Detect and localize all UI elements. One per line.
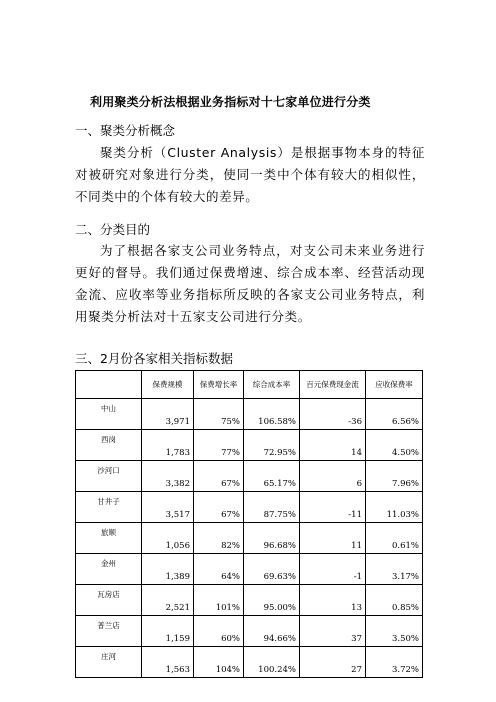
table-row	[76, 461, 423, 492]
header-receivable-ratio: 应收保费率	[366, 371, 423, 399]
cell-branch-name: 普兰店	[76, 616, 142, 647]
cell-receivable-ratio: 3.72%	[366, 647, 423, 678]
cell-branch-name: 瓦房店	[76, 585, 142, 616]
cell-receivable-ratio: 6.56%	[366, 399, 423, 430]
cell-receivable-ratio: 7.96%	[366, 461, 423, 492]
cell-cashflow-per-100: 27	[300, 647, 366, 678]
cell-branch-name: 西岗	[76, 430, 142, 461]
cell-receivable-ratio: 0.85%	[366, 585, 423, 616]
cell-premium-scale: 3,517	[142, 492, 194, 523]
table-body	[76, 399, 423, 678]
section-3-heading: 三、2月份各家相关指标数据	[75, 351, 233, 366]
cell-premium-scale: 3,382	[142, 461, 194, 492]
cell-branch-name: 沙河口	[76, 461, 142, 492]
cell-branch-name: 中山	[76, 399, 142, 430]
cell-branch-name: 旅顺	[76, 523, 142, 554]
cell-combined-cost-ratio: 96.68%	[244, 523, 300, 554]
table-row	[76, 430, 423, 461]
cell-cashflow-per-100: -36	[300, 399, 366, 430]
cell-receivable-ratio: 0.61%	[366, 523, 423, 554]
cell-branch-name: 甘井子	[76, 492, 142, 523]
table-header-row	[76, 371, 423, 399]
metrics-table	[75, 370, 423, 678]
section-2-paragraph: 为了根据各家支公司业务特点，对支公司未来业务进行更好的督导。我们通过保费增速、综合成本率、经营活动现金流、应收率等业务指标所反映的各家支公司业务特点，利用聚类分析法对十五家支公司进行分类。	[75, 243, 425, 324]
cell-premium-growth: 82%	[194, 523, 244, 554]
table-row	[76, 399, 423, 430]
cell-cashflow-per-100: 11	[300, 523, 366, 554]
cell-premium-growth: 67%	[194, 461, 244, 492]
cell-premium-growth: 67%	[194, 492, 244, 523]
table-row	[76, 616, 423, 647]
section-2-heading: 二、分类目的	[75, 222, 151, 237]
cell-combined-cost-ratio: 106.58%	[244, 399, 300, 430]
cell-premium-growth: 104%	[194, 647, 244, 678]
document-title: 利用聚类分析法根据业务指标对十七家单位进行分类	[90, 95, 371, 109]
cell-cashflow-per-100: -11	[300, 492, 366, 523]
header-premium-scale: 保费规模	[142, 371, 194, 399]
table-row	[76, 585, 423, 616]
cell-combined-cost-ratio: 72.95%	[244, 430, 300, 461]
cell-receivable-ratio: 3.50%	[366, 616, 423, 647]
cell-premium-scale: 1,056	[142, 523, 194, 554]
cell-receivable-ratio: 11.03%	[366, 492, 423, 523]
cell-cashflow-per-100: 37	[300, 616, 366, 647]
cell-premium-growth: 75%	[194, 399, 244, 430]
header-premium-growth: 保费增长率	[194, 371, 244, 399]
cell-branch-name: 金州	[76, 554, 142, 585]
cell-premium-scale: 1,389	[142, 554, 194, 585]
cell-cashflow-per-100: 13	[300, 585, 366, 616]
cell-premium-growth: 101%	[194, 585, 244, 616]
table-row	[76, 523, 423, 554]
cell-premium-growth: 77%	[194, 430, 244, 461]
cell-cashflow-per-100: 6	[300, 461, 366, 492]
cell-premium-growth: 64%	[194, 554, 244, 585]
cell-premium-scale: 2,521	[142, 585, 194, 616]
cell-cashflow-per-100: 14	[300, 430, 366, 461]
cell-combined-cost-ratio: 65.17%	[244, 461, 300, 492]
table-row	[76, 647, 423, 678]
cell-premium-scale: 3,971	[142, 399, 194, 430]
cell-combined-cost-ratio: 69.63%	[244, 554, 300, 585]
cell-cashflow-per-100: -1	[300, 554, 366, 585]
cell-combined-cost-ratio: 100.24%	[244, 647, 300, 678]
section-1-paragraph: 聚类分析（Cluster Analysis）是根据事物本身的特征对被研究对象进行分类，使同一类中个体有较大的相似性，不同类中的个体有较大的差异。	[75, 145, 425, 204]
cell-combined-cost-ratio: 95.00%	[244, 585, 300, 616]
table-row	[76, 554, 423, 585]
cell-combined-cost-ratio: 87.75%	[244, 492, 300, 523]
cell-premium-scale: 1,159	[142, 616, 194, 647]
table-row	[76, 492, 423, 523]
header-combined-cost-ratio: 综合成本率	[244, 371, 300, 399]
cell-premium-growth: 60%	[194, 616, 244, 647]
cell-premium-scale: 1,783	[142, 430, 194, 461]
cell-receivable-ratio: 3.17%	[366, 554, 423, 585]
section-1-heading: 一、聚类分析概念	[75, 123, 176, 138]
header-cashflow-per-100: 百元保费现金流	[300, 371, 366, 399]
cell-receivable-ratio: 4.50%	[366, 430, 423, 461]
header-cell-blank	[76, 371, 142, 399]
cell-premium-scale: 1,563	[142, 647, 194, 678]
cell-branch-name: 庄河	[76, 647, 142, 678]
cell-combined-cost-ratio: 94.66%	[244, 616, 300, 647]
